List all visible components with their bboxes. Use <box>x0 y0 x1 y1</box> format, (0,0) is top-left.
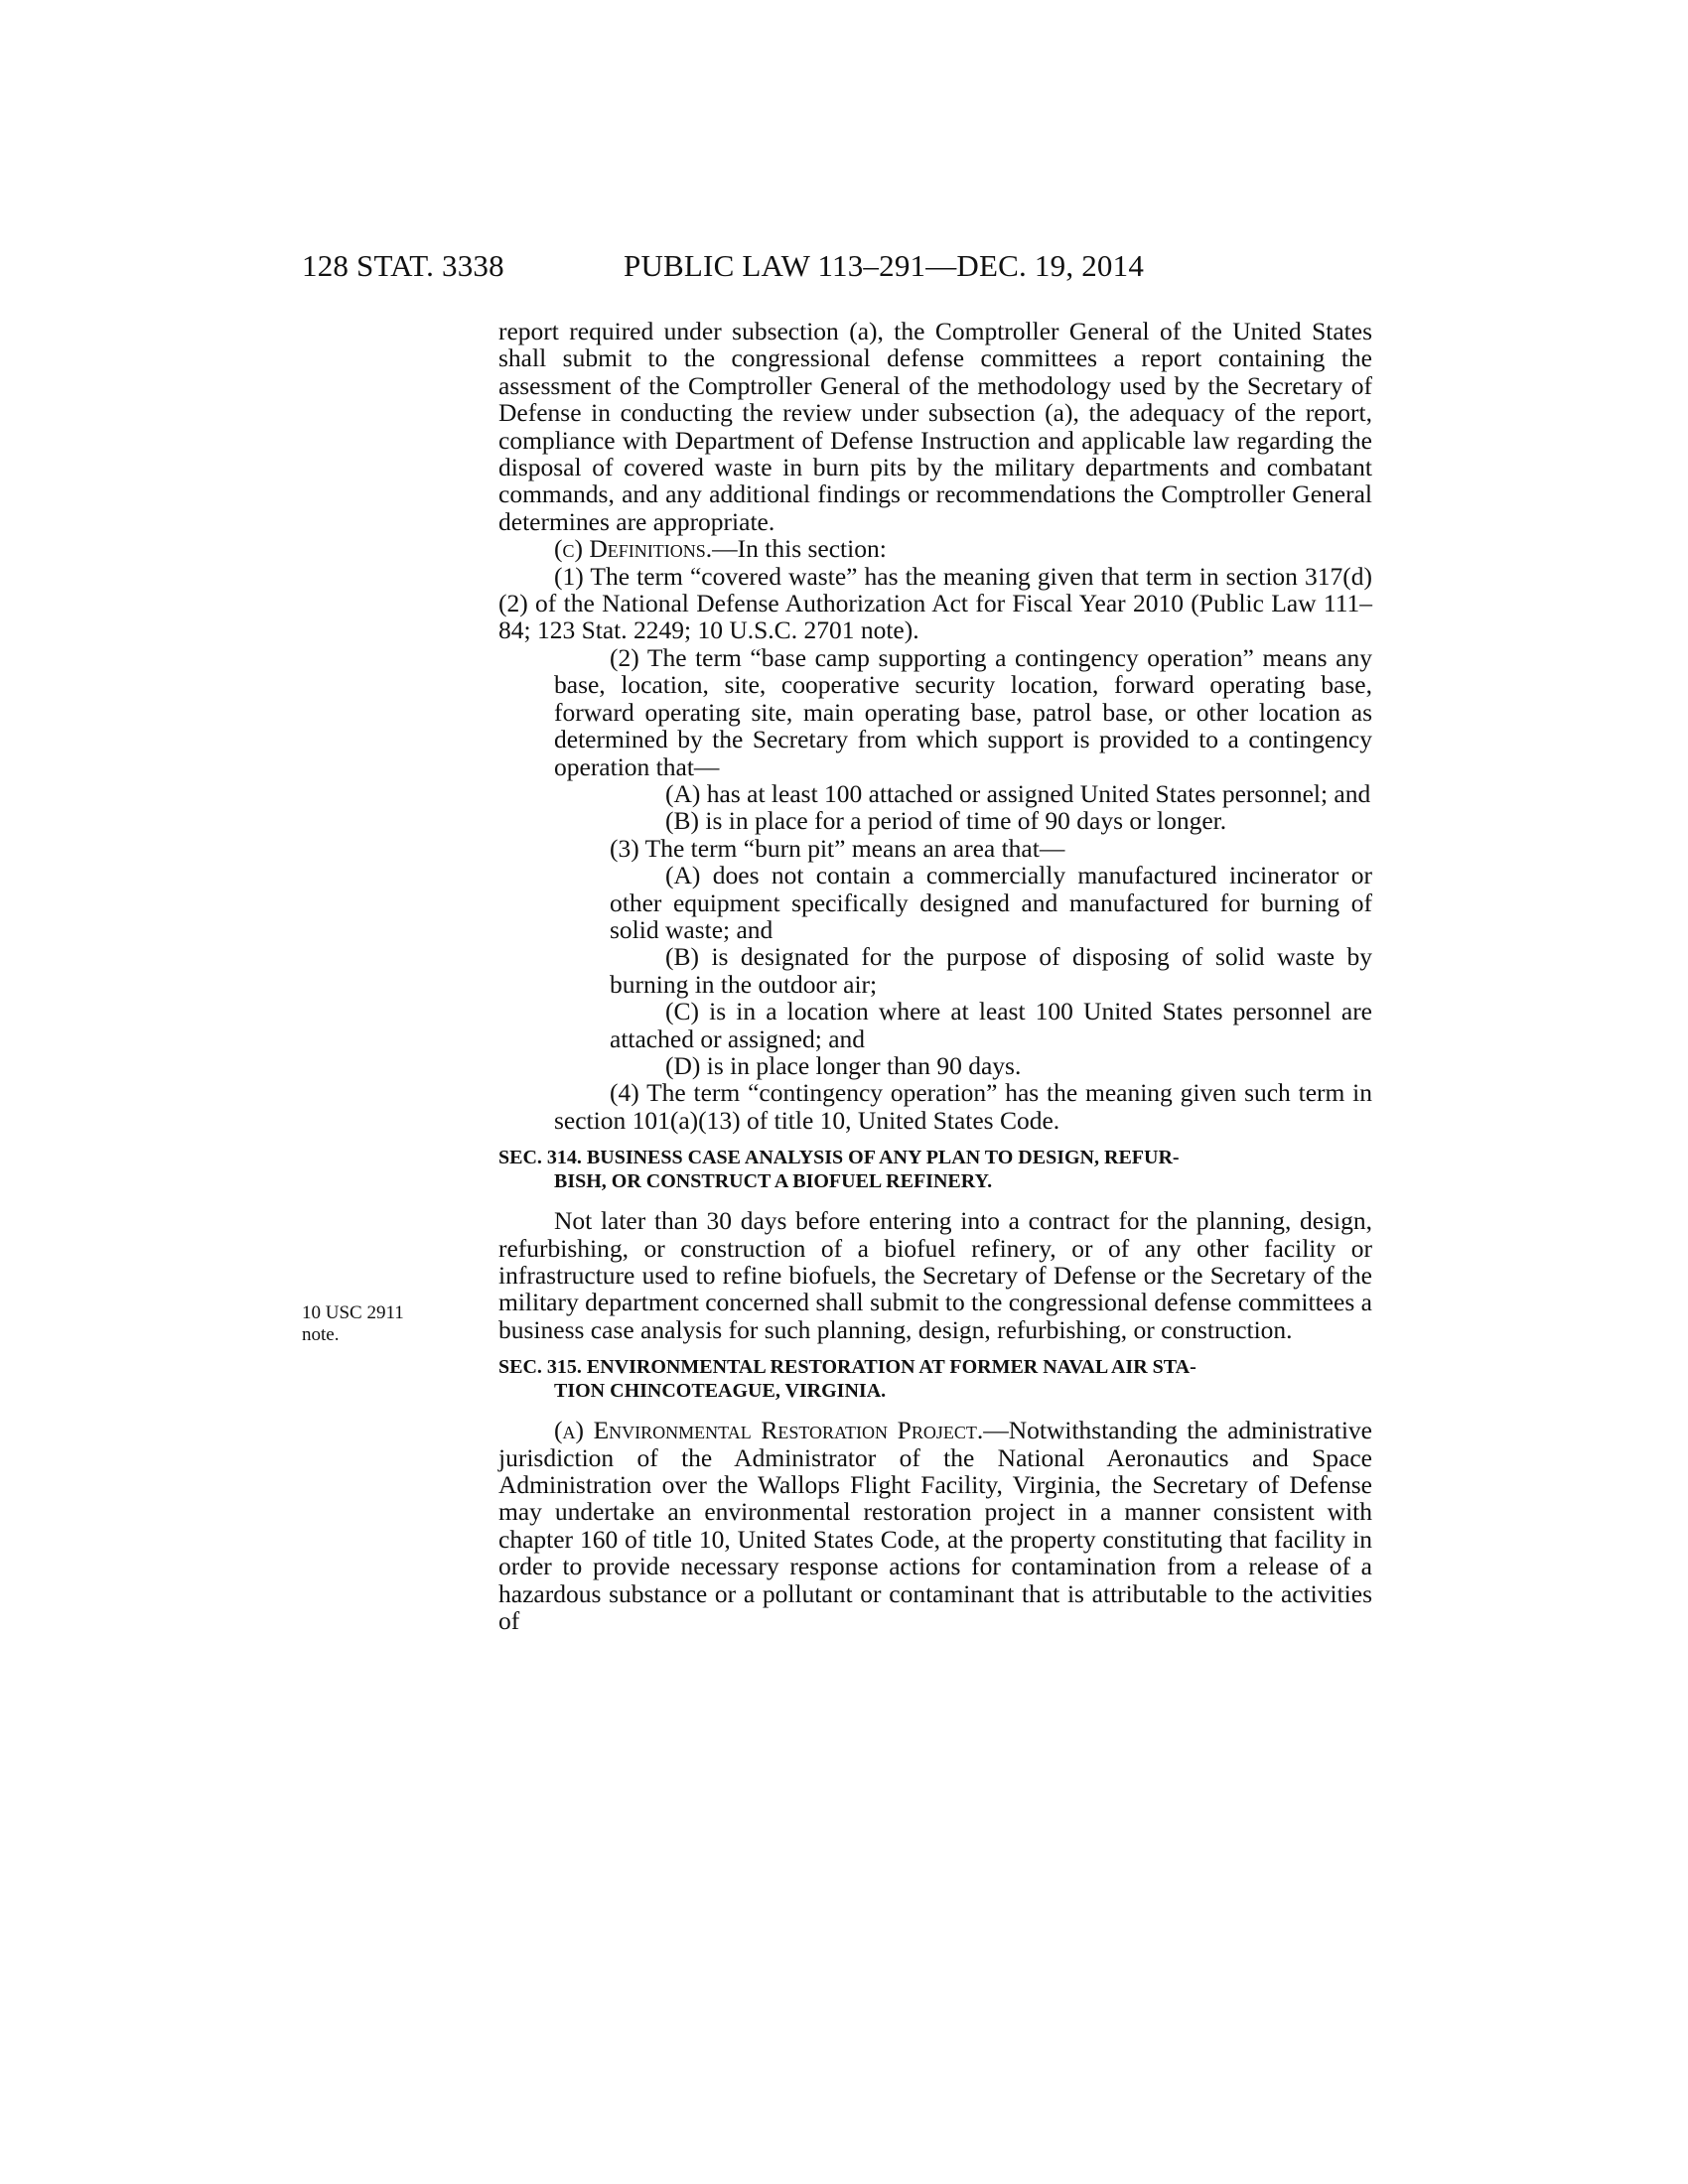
subsection-a-label: (a) Environmental Restoration Project <box>554 1416 977 1445</box>
definition-3-d: (D) is in place longer than 90 days. <box>665 1050 1022 1080</box>
definitions-label: (c) Definitions <box>554 534 706 564</box>
continuation-paragraph: report required under subsection (a), the Comptroller General of the United States shall submit to the congressional defense committees a report containing the assessment of the Comptroller General of the methodology used by the Secretary of Defense in conducting the review under subsection (a), the adequacy of the report, compliance with Department of Defense Instruction and applicable law regarding the disposal of covered waste in burn pits by the military departments and combatant commands, and any additional findings or recommendations the Comptroller General determines are appropriate. <box>498 317 1372 536</box>
statute-page-reference: 128 STAT. 3338 <box>302 248 504 283</box>
law-title-date: PUBLIC LAW 113–291—DEC. 19, 2014 <box>624 248 1145 283</box>
section-314-heading: SEC. 314. BUSINESS CASE ANALYSIS OF ANY PLAN TO DESIGN, REFUR- BISH, OR CONSTRUCT A BIOFUEL REFINERY. <box>498 1147 1180 1193</box>
definition-3-c: (C) is in a location where at least 100 United States personnel are attached or assigned; and <box>610 997 1372 1053</box>
section-315-heading: SEC. 315. ENVIRONMENTAL RESTORATION AT FORMER NAVAL AIR STA- TION CHINCOTEAGUE, VIRGINIA. <box>498 1356 1196 1403</box>
definitions-subsection <box>498 535 1372 562</box>
section-314-text: Not later than 30 days before entering into a contract for the planning, design, refurbishing, or construction of a biofuel refinery, or of any other facility or infrastructure used to refine biofuels, the Secretary of Defense or the Secretary of the military department concerned shall submit to the congressional defense committees a business case analysis for such planning, design, refurbishing, or construction. <box>498 1206 1372 1344</box>
margin-note-sec-314: 10 USC 2911 note. <box>302 1302 404 1345</box>
definition-1: (1) The term “covered waste” has the meaning given that term in section 317(d)(2) of the National Defense Authorization Act for Fiscal Year 2010 (Public Law 111–84; 123 Stat. 2249; 10 U.S.C. 2701 note). <box>498 561 1372 645</box>
definition-2-a: (A) has at least 100 attached or assigned United States personnel; and <box>665 778 1371 808</box>
definition-2-b: (B) is in place for a period of time of 90 days or longer. <box>665 806 1227 836</box>
definition-2: (2) The term “base camp supporting a contingency operation” means any base, location, site, cooperative security location, forward operating base, forward operating site, main operating base, patrol base, or other location as determined by the Secretary from which support is provided to a contingency operation that— <box>554 642 1372 781</box>
definition-4: (4) The term “contingency operation” has the meaning given such term in section 101(a)(13) of title 10, United States Code. <box>554 1078 1372 1135</box>
section-315-subsection-a <box>498 1417 1372 1634</box>
running-header <box>302 248 1295 288</box>
definition-3-a: (A) does not contain a commercially manufactured incinerator or other equipment specifically designed and manufactured for burning of solid waste; and <box>610 861 1372 944</box>
definition-3-b: (B) is designated for the purpose of disposing of solid waste by burning in the outdoor air; <box>610 942 1372 999</box>
definition-3: (3) The term “burn pit” means an area that— <box>610 833 1065 863</box>
definitions-intro: .—In this section: <box>705 534 887 564</box>
main-text-column <box>498 318 1372 1634</box>
subsection-a-text: .—Notwithstanding the administrative jurisdiction of the Administrator of the National Aeronautics and Space Administration over the Wallops Flight Facility, Virginia, the Secretary of Defense may undertake an environmental restoration project in a manner consistent with chapter 160 of title 10, United States Code, at the property constituting that facility in order to provide necessary response actions for contamination from a release of a hazardous substance or a pollutant or contaminant that is attributable to the activities of <box>498 1416 1372 1636</box>
